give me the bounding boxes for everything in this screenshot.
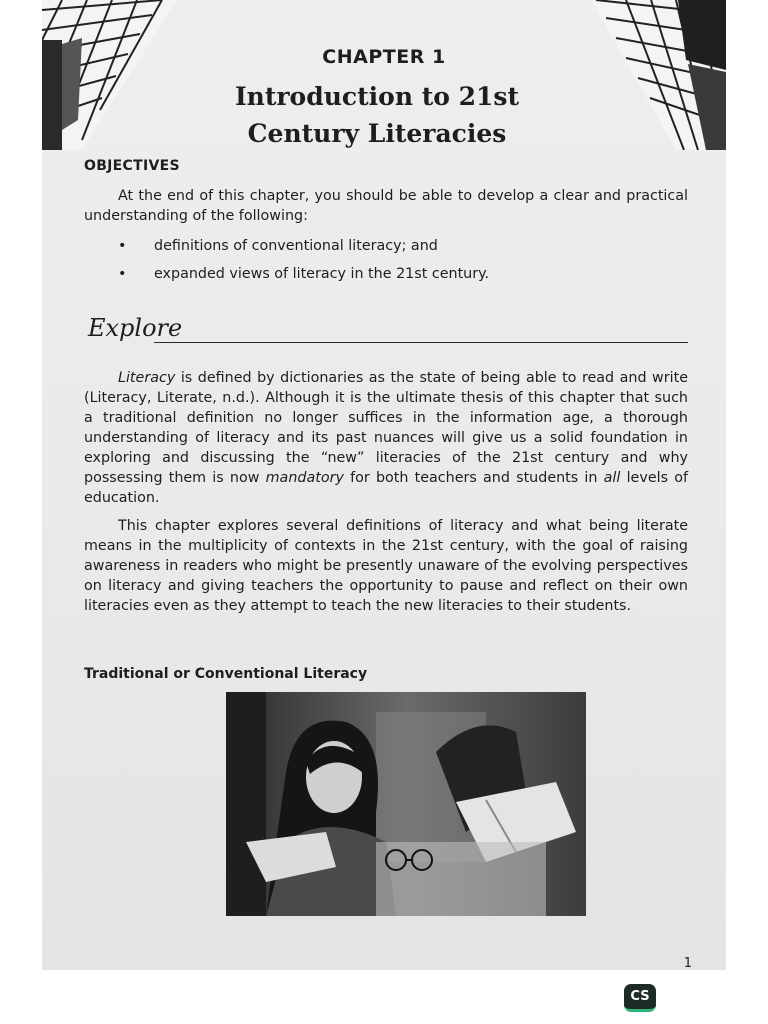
- list-item: [118, 232, 489, 260]
- text-run: is defined by dictionaries as the state of being able to read and write (Literacy, Literate, n.d.). Although it is the ultimate thesis of this chapter that such a traditional definition no longer suffices in the information age, a thorough understanding of literacy and its past nuances will give us a solid foundation in exploring and discussing the “new” literacies of the 21st century and why possessing them is now: [84, 370, 688, 486]
- chapter-title: Introduction to 21st Century Literacies: [234, 82, 520, 148]
- building-corner-right-graphic: [566, 0, 726, 150]
- explore-paragraph-1: [84, 368, 688, 508]
- text-run: for both teachers and students in: [343, 470, 604, 486]
- book-page: [42, 0, 726, 970]
- explore-divider: [154, 342, 688, 343]
- objectives-intro-text: At the end of this chapter, you should be able to develop a clear and practical understanding of the following:: [84, 188, 688, 224]
- explore-paragraph-2: [84, 516, 688, 616]
- list-item: [118, 260, 489, 288]
- page-number: 1: [683, 956, 692, 970]
- text-run: Literacy: [118, 370, 176, 386]
- bullet-icon: •: [118, 238, 127, 254]
- text-run: mandatory: [265, 470, 344, 486]
- section-heading: Traditional or Conventional Literacy: [84, 666, 368, 682]
- text-run: all: [603, 470, 621, 486]
- explore-label: Explore: [88, 314, 183, 342]
- reading-woman-photo: [226, 692, 586, 916]
- text-run: levels of education.: [84, 470, 689, 506]
- explore-header: [84, 312, 688, 358]
- building-corner-left-graphic: [42, 0, 182, 150]
- list-item-text: definitions of conventional literacy; and: [154, 238, 438, 254]
- bullet-icon: •: [118, 266, 127, 282]
- objectives-list: [118, 232, 489, 288]
- list-item-text: expanded views of literacy in the 21st century.: [154, 266, 490, 282]
- chapter-number: CHAPTER 1: [322, 46, 446, 68]
- paragraph-text: This chapter explores several definitions of literacy and what being literate means in the multiplicity of contexts in the 21st century, with the goal of raising awareness in readers who might be presently unaware of the evolving perspectives on literacy and giving teachers the opportunity to pause and reflect on their own literacies even as they attempt to teach the new literacies to their students.: [84, 518, 688, 614]
- objectives-heading: OBJECTIVES: [84, 158, 180, 174]
- camscanner-badge-icon: CS: [624, 984, 656, 1012]
- objectives-intro: [84, 186, 688, 226]
